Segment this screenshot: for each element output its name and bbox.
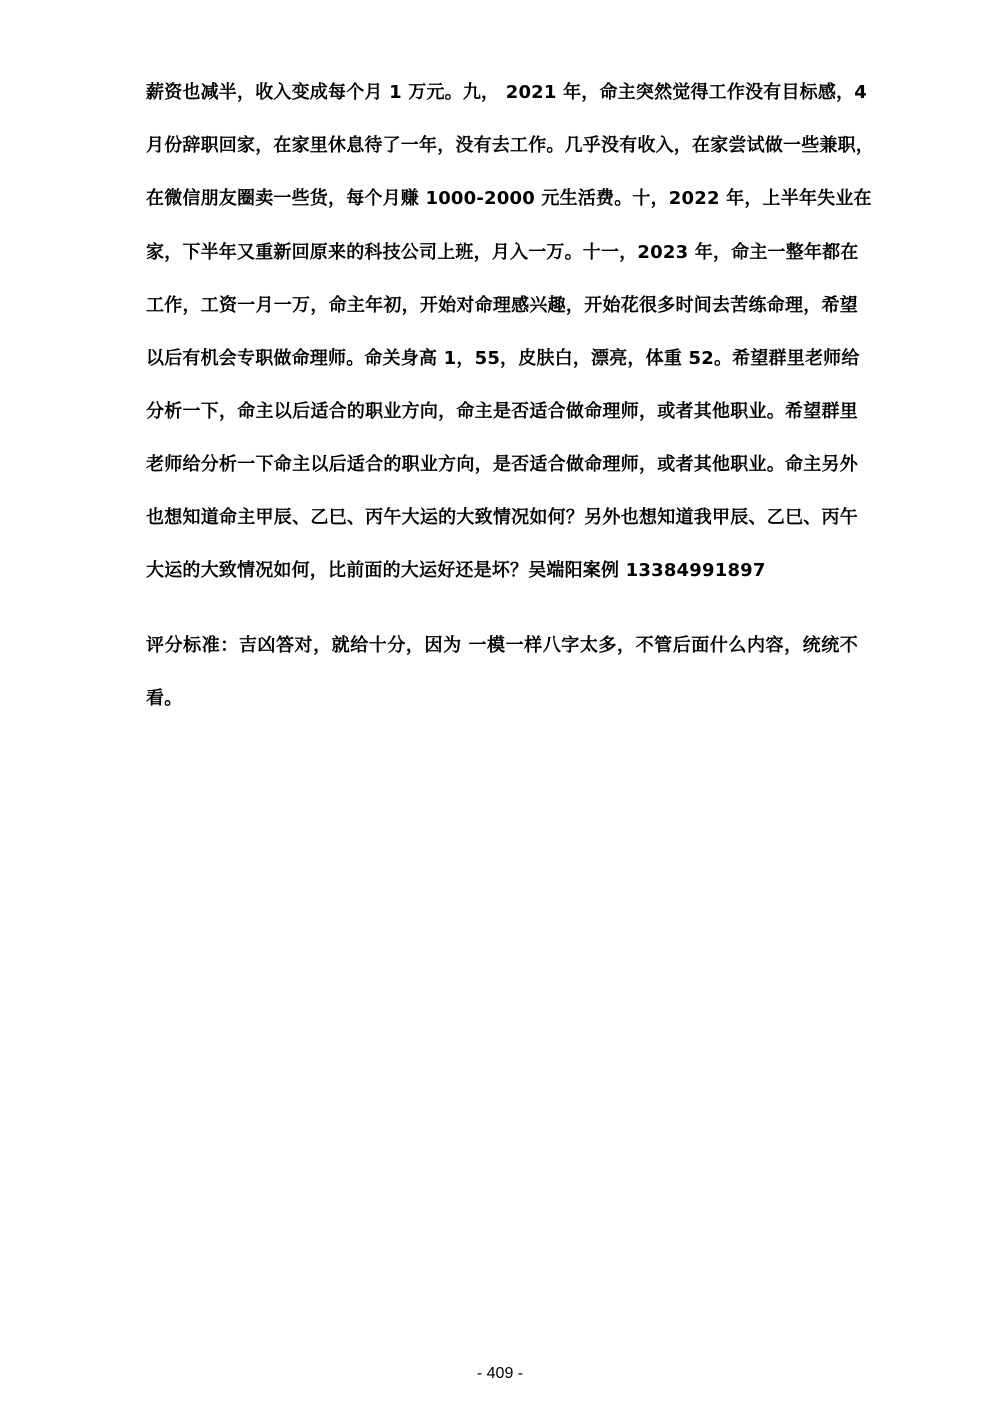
page-number: - 409 - [476,1365,524,1382]
text-line: 评分标准：吉凶答对，就给十分，因为 一模一样八字太多，不管后面什么内容，统统不 [146,635,858,656]
text-line: 看。 [146,688,183,709]
text-line: 大运的大致情况如何，比前面的大运好还是坏？吴端阳案例 13384991897 [146,560,766,581]
text-line: 工作，工资一月一万，命主年初，开始对命理感兴趣，开始花很多时间去苦练命理，希望 [146,295,858,316]
text-line: 老师给分析一下命主以后适合的职业方向，是否适合做命理师，或者其他职业。命主另外 [146,454,858,475]
text-line: 薪资也减半，收入变成每个月 1 万元。九， 2021 年，命主突然觉得工作没有目标感，4 [146,82,868,103]
text-line: 在微信朋友圈卖一些货，每个月赚 1000-2000 元生活费。十，2022 年，上半年失业在 [146,188,872,209]
text-line: 分析一下，命主以后适合的职业方向，命主是否适合做命理师，或者其他职业。希望群里 [146,401,858,422]
text-line: 也想知道命主甲辰、乙巳、丙午大运的大致情况如何？另外也想知道我甲辰、乙巳、丙午 [146,507,858,528]
text-line: 家，下半年又重新回原来的科技公司上班，月入一万。十一，2023 年，命主一整年都在 [146,242,859,263]
text-line: 月份辞职回家，在家里休息待了一年，没有去工作。几乎没有收入，在家尝试做一些兼职， [146,135,874,156]
text-line: 以后有机会专职做命理师。命关身高 1，55，皮肤白，漂亮，体重 52。希望群里老师给 [146,348,860,369]
